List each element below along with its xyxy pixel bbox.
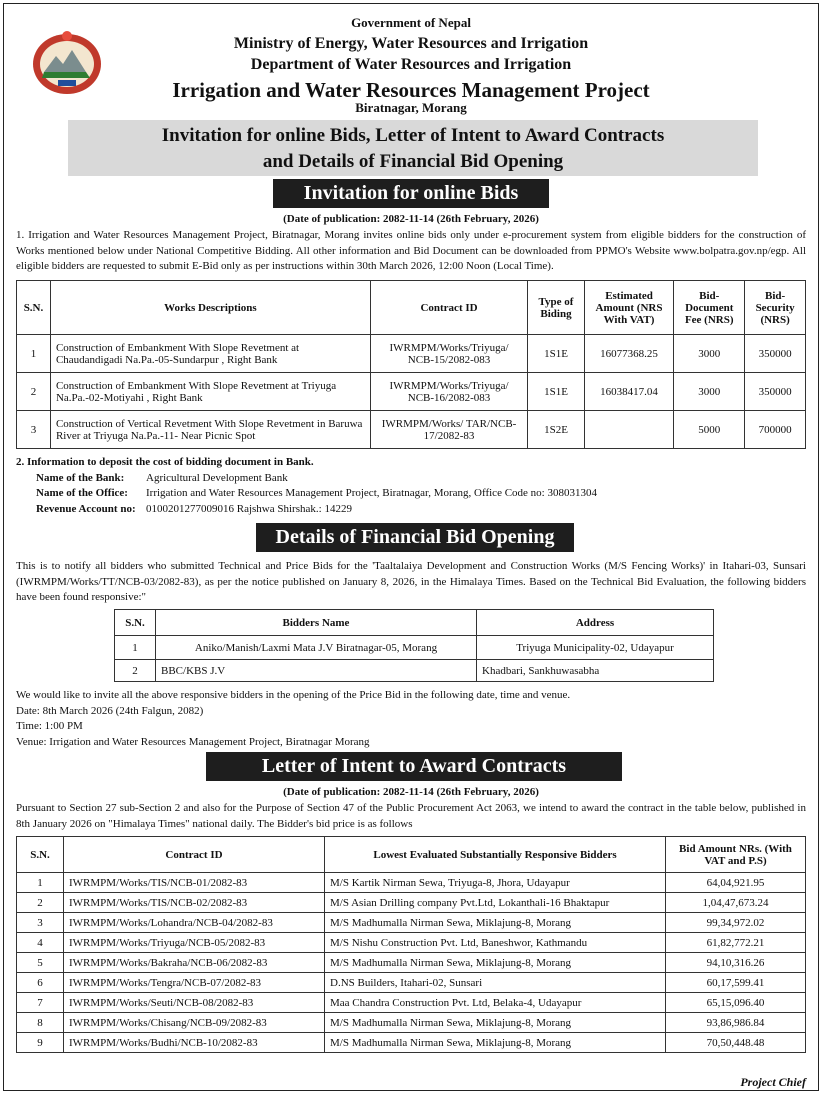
table-row: 1 Construction of Embankment With Slope Revetment at Chaudandigadi Na.Pa.-05-Sundarpur , Right Bank IWRMPM/Works/Triyuga/ NCB-15/2082-083 1S1E 16077368.25 3000 350000 [17, 335, 806, 373]
opening-venue: Venue: Irrigation and Water Resources Management Project, Biratnagar Morang [16, 735, 370, 748]
section-title-financial: Details of Financial Bid Opening [256, 523, 574, 552]
opening-time: Time: 1:00 PM [16, 720, 83, 732]
table-row: 1 IWRMPM/Works/TIS/NCB-01/2082-83 M/S Kartik Nirman Sewa, Triyuga-8, Jhora, Udayapur 64,04,921.95 [17, 873, 806, 893]
works-table [16, 280, 806, 449]
table-row: 9 IWRMPM/Works/Budhi/NCB-10/2082-83 M/S Madhumalla Nirman Sewa, Miklajung-8, Morang 70,50,448.48 [17, 1033, 806, 1053]
col-sn: S.N. [115, 610, 156, 636]
section-title-intent: Letter of Intent to Award Contracts [206, 752, 622, 781]
govt-line: Government of Nepal [351, 15, 471, 30]
location-line: Biratnagar, Morang [355, 100, 467, 115]
signature-project-chief: Project Chief [740, 1075, 806, 1089]
opening-date: Date: 8th March 2026 (24th Falgun, 2082) [16, 704, 204, 717]
banner-line-2: and Details of Financial Bid Opening [262, 151, 564, 172]
table-row: 2 BBC/KBS J.V Khadbari, Sankhuwasabha [115, 660, 714, 682]
revenue-label: Revenue Account no: [36, 502, 136, 515]
office-value: Irrigation and Water Resources Management Project, Biratnagar, Morang, Office Code no: 308031304 [146, 487, 597, 499]
award-table [16, 836, 806, 1053]
department-line: Department of Water Resources and Irrigation [250, 56, 572, 73]
col-works: Works Descriptions [50, 281, 370, 335]
deposit-info [16, 455, 806, 517]
intent-text: Pursuant to Section 27 sub-Section 2 and also for the Purpose of Section 47 of the Public Procurement Act 2063, we intend to award the contract in the table below, published in 8th January 2026 on "Himalaya Times" national daily. The Bidder's bid price is as follows [16, 802, 806, 830]
project-line: Irrigation and Water Resources Management Project [172, 78, 650, 102]
col-sn: S.N. [17, 281, 51, 335]
financial-notice-text: This is to notify all bidders who submitted Technical and Price Bids for the 'Taaltalaiya Development and Construction Works (M/S Fencing Works)' in Itahari-03, Sunsari (IWRMPM/Works/TT/NCB-03/2082-83), as per the notice published on January 8, 2026, in the Himalaya Times. Based on the Technical Bid Evaluation, the following bidders have been found responsive:" [16, 560, 806, 603]
table-row: 2 IWRMPM/Works/TIS/NCB-02/2082-83 M/S Asian Drilling company Pvt.Ltd, Lokanthali-16 Bhaktapur 1,04,47,673.24 [17, 893, 806, 913]
table-row: 3 IWRMPM/Works/Lohandra/NCB-04/2082-83 M/S Madhumalla Nirman Sewa, Miklajung-8, Morang 99,34,972.02 [17, 913, 806, 933]
ministry-line: Ministry of Energy, Water Resources and Irrigation [233, 35, 589, 52]
deposit-title: 2. Information to deposit the cost of bidding document in Bank. [16, 456, 314, 468]
col-sn: S.N. [17, 837, 64, 873]
col-amount: Estimated Amount (NRS With VAT) [584, 281, 673, 335]
col-contract: Contract ID [370, 281, 527, 335]
table-row: 5 IWRMPM/Works/Bakraha/NCB-06/2082-83 M/S Madhumalla Nirman Sewa, Miklajung-8, Morang 94,10,316.26 [17, 953, 806, 973]
intent-publication-date: (Date of publication: 2082-11-14 (26th February, 2026) [283, 786, 539, 798]
col-type: Type of Biding [528, 281, 585, 335]
office-label: Name of the Office: [36, 487, 128, 499]
col-address: Address [477, 610, 714, 636]
col-bidder: Lowest Evaluated Substantially Responsive Bidders [325, 837, 666, 873]
opening-schedule [16, 688, 806, 750]
bidders-table [114, 609, 714, 682]
bid-invitation-text: 1. Irrigation and Water Resources Management Project, Biratnagar, Morang invites online bids only under e-procurement system from eligible bidders for the construction of Works mentioned below under National Competitive Bidding. All other information and Bid Document can be downloaded from PPMO's Website www.bolpatra.gov.np/egp. All eligible bidders are requested to submit E-Bid only as per instructions within 30th March 2026, 12:00 Noon (Local Time). [16, 229, 806, 272]
notice-page [3, 3, 819, 1091]
bank-label: Name of the Bank: [36, 471, 125, 484]
invite-text: We would like to invite all the above responsive bidders in the opening of the Price Bid in the following date, time and venue. [16, 689, 571, 701]
notice-banner [68, 120, 758, 176]
table-row: 4 IWRMPM/Works/Triyuga/NCB-05/2082-83 M/S Nishu Construction Pvt. Ltd, Baneshwor, Kathmandu 61,82,772.21 [17, 933, 806, 953]
table-row: 8 IWRMPM/Works/Chisang/NCB-09/2082-83 M/S Madhumalla Nirman Sewa, Miklajung-8, Morang 93,86,986.84 [17, 1013, 806, 1033]
bank-value: Agricultural Development Bank [146, 471, 288, 484]
table-row: 7 IWRMPM/Works/Seuti/NCB-08/2082-83 Maa Chandra Construction Pvt. Ltd, Belaka-4, Udayapur 65,15,096.40 [17, 993, 806, 1013]
table-row: 1 Aniko/Manish/Laxmi Mata J.V Biratnagar-05, Morang Triyuga Municipality-02, Udayapur [115, 636, 714, 660]
col-contract: Contract ID [64, 837, 325, 873]
table-row: 2 Construction of Embankment With Slope Revetment at Triyuga Na.Pa.-02-Motiyahi , Right Bank IWRMPM/Works/Triyuga/ NCB-16/2082-083 1S1E 16038417.04 3000 350000 [17, 373, 806, 411]
banner-line-1: Invitation for online Bids, Letter of Intent to Award Contracts [161, 125, 665, 146]
col-fee: Bid-Document Fee (NRS) [674, 281, 745, 335]
revenue-value: 0100201277009016 Rajshwa Shirshak.: 14229 [146, 502, 352, 515]
table-row: 3 Construction of Vertical Revetment With Slope Revetment in Baruwa River at Triyuga Na.Pa.-11- Near Picnic Spot IWRMPM/Works/ TAR/NCB-17/2082-83 1S2E 5000 700000 [17, 411, 806, 449]
col-security: Bid-Security (NRS) [745, 281, 806, 335]
section-title-bids: Invitation for online Bids [273, 179, 549, 208]
publication-date: (Date of publication: 2082-11-14 (26th February, 2026) [283, 213, 539, 225]
col-bidder: Bidders Name [156, 610, 477, 636]
col-bid-amount: Bid Amount NRs. (With VAT and P.S) [666, 837, 806, 873]
table-row: 6 IWRMPM/Works/Tengra/NCB-07/2082-83 D.NS Builders, Itahari-02, Sunsari 60,17,599.41 [17, 973, 806, 993]
